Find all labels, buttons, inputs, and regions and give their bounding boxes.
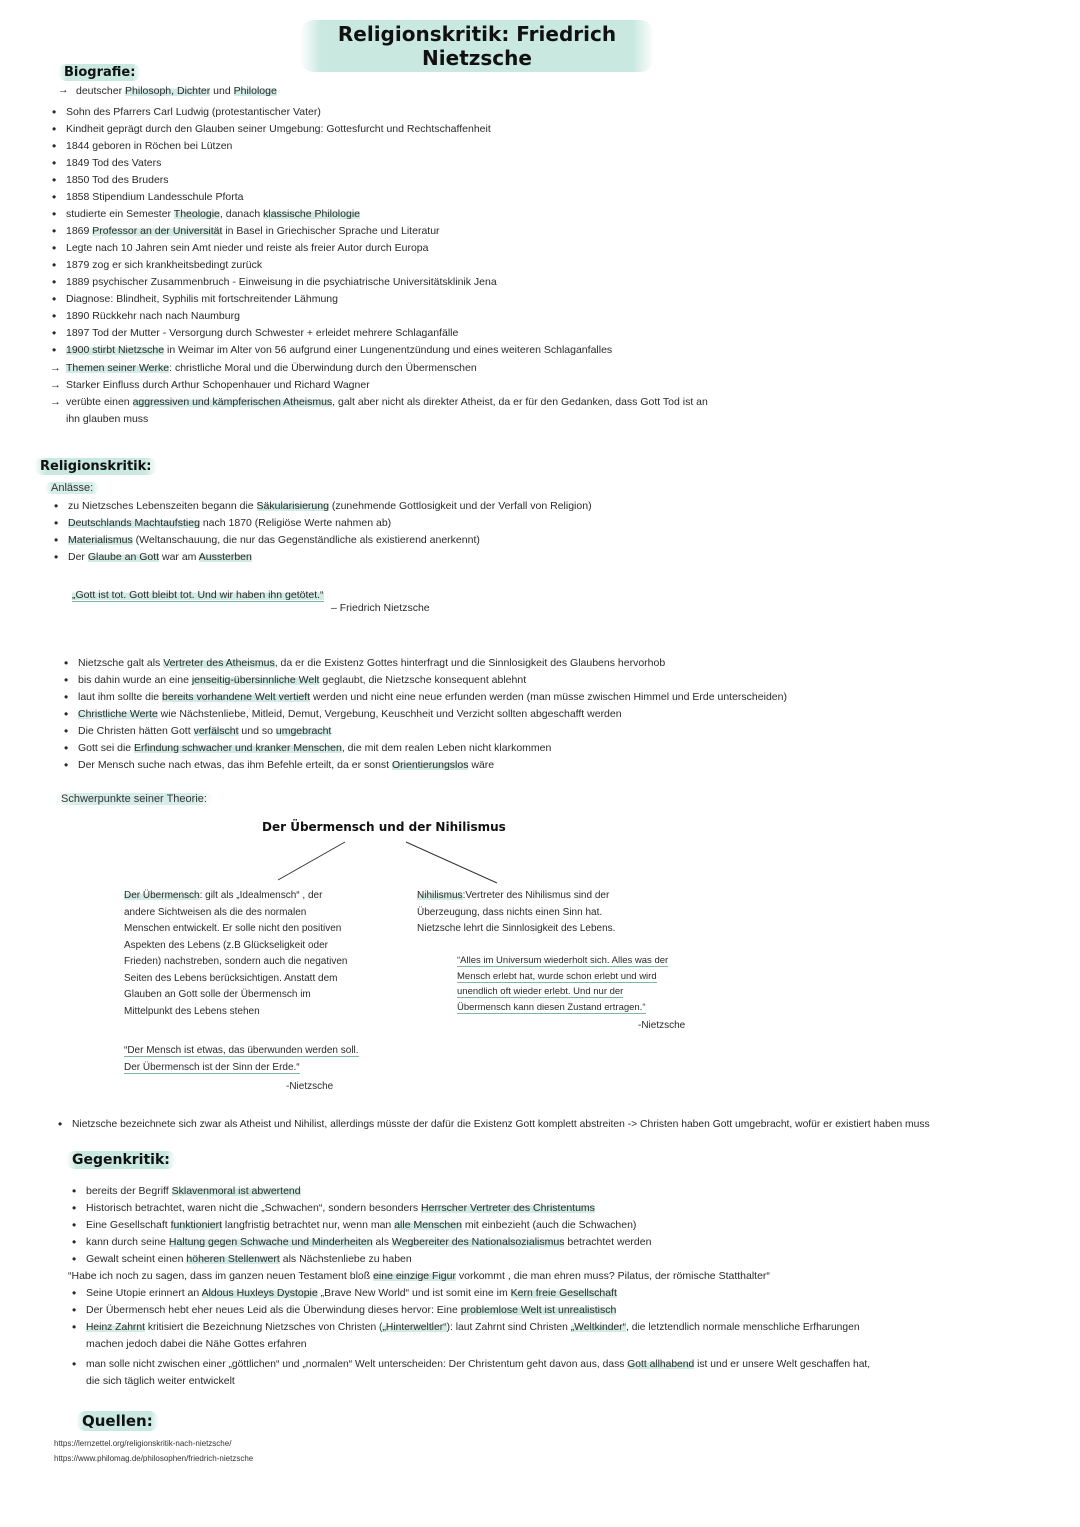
biografie-heading: Biografie: — [58, 64, 141, 81]
list-item: • 1897 Tod der Mutter - Versorgung durch Schwester + erleidet mehrere Schlaganfälle — [66, 325, 708, 342]
list-item: • Seine Utopie erinnert an Aldous Huxleys Dystopie „Brave New World“ und ist somit eine im Kern freie Gesellschaft — [86, 1285, 870, 1302]
nihilismus-box: Nihilismus:Vertreter des Nihilismus sind der Überzeugung, dass nichts einen Sinn hat. Nietzsche lehrt die Sinnlosigkeit des Lebens. — [417, 890, 616, 934]
list-item: • Diagnose: Blindheit, Syphilis mit fortschreitender Lähmung — [66, 291, 708, 308]
list-item: • Gewalt scheint einen höheren Stellenwert als Nächstenliebe zu haben — [86, 1251, 870, 1268]
list-item: • Materialismus (Weltanschauung, die nur das Gegenständliche als existierend anerkennt) — [68, 532, 592, 549]
page-title: Religionskritik: Friedrich Nietzsche — [300, 20, 654, 72]
list-item: • Sohn des Pfarrers Carl Ludwig (protestantischer Vater) — [66, 104, 708, 121]
list-item: • studierte ein Semester Theologie, danach klassische Philologie — [66, 206, 708, 223]
list-item: • 1869 Professor an der Universität in Basel in Griechischer Sprache und Literatur — [66, 223, 708, 240]
list-item: • laut ihm sollte die bereits vorhandene Welt vertieft werden und nicht eine neue erfunden werden (man müsse zwischen Himmel und Erde unterscheiden) — [78, 689, 787, 706]
list-item: • 1889 psychischer Zusammenbruch - Einweisung in die psychiatrische Universitätsklinik Jena — [66, 274, 708, 291]
list-item: • Der Glaube an Gott war am Aussterben — [68, 549, 592, 566]
list-item: → verübte einen aggressiven und kämpferischen Atheismus, galt aber nicht als direkter Atheist, da er für den Gedanken, dass Gott Tod ist an — [66, 394, 708, 411]
list-item: • 1879 zog er sich krankheitsbedingt zurück — [66, 257, 708, 274]
diagram-center-title: Der Übermensch und der Nihilismus — [262, 820, 506, 834]
list-item: • Historisch betrachtet, waren nicht die „Schwachen“, sondern besonders Herrscher Vertreter des Christentums — [86, 1200, 870, 1217]
biografie-intro: → deutscher Philosoph, Dichter und Philologe — [58, 84, 277, 97]
list-item: • kann durch seine Haltung gegen Schwache und Minderheiten als Wegbereiter des Nationalsozialismus betrachtet werden — [86, 1234, 870, 1251]
list-item: → Themen seiner Werke: christliche Moral und die Überwindung durch den Übermenschen — [66, 360, 708, 377]
source-link[interactable]: https://lernzettel.org/religionskritik-nach-nietzsche/ — [54, 1439, 232, 1448]
summary-point: • Nietzsche bezeichnete sich zwar als Atheist und Nihilist, allerdings müsste der dafür die Existenz Gott komplett abstreiten -> Christen haben Gott umgebracht, wofür er existiert haben muss — [72, 1116, 930, 1133]
list-item: • bereits der Begriff Sklavenmoral ist abwertend — [86, 1183, 870, 1200]
list-item: • Gott sei die Erfindung schwacher und kranker Menschen, die mit dem realen Leben nicht klarkommen — [78, 740, 787, 757]
quellen-heading: Quellen: — [76, 1411, 159, 1431]
list-item: • Deutschlands Machtaufstieg nach 1870 (Religiöse Werte nahmen ab) — [68, 515, 592, 532]
uebermensch-quote-author: -Nietzsche — [286, 1081, 334, 1092]
list-item: → Starker Einfluss durch Arthur Schopenhauer und Richard Wagner — [66, 377, 708, 394]
list-item-continuation: ihn glauben muss — [66, 413, 149, 425]
list-item: • man solle nicht zwischen einer „göttlichen“ und „normalen“ Welt unterscheiden: Der Christentum geht davon aus, dass Gott allhabend ist und er unsere Welt geschaffen hat, — [86, 1356, 870, 1373]
gott-ist-tot-quote: „Gott ist tot. Gott bleibt tot. Und wir haben ihn getötet.“ — [72, 589, 324, 601]
anlaesse-heading: Anlässe: — [45, 482, 99, 494]
uebermensch-quote: “Der Mensch ist etwas, das überwunden werden soll. Der Übermensch ist der Sinn der Erde.“ — [124, 1045, 359, 1073]
list-item: • Heinz Zahrnt kritisiert die Bezeichnung Nietzsches von Christen („Hinterweltler“): laut Zahrnt sind Christen „Weltkinder“, die letztendlich normale menschliche Erfharungen — [86, 1319, 870, 1336]
schwerpunkte-heading: Schwerpunkte seiner Theorie: — [55, 793, 213, 805]
connector-left-line — [278, 842, 345, 880]
list-item: • bis dahin wurde an eine jenseitig-übersinnliche Welt geglaubt, die Nietzsche konsequent ablehnt — [78, 672, 787, 689]
list-item: • 1850 Tod des Bruders — [66, 172, 708, 189]
list-item: • 1849 Tod des Vaters — [66, 155, 708, 172]
list-item: • Christliche Werte wie Nächstenliebe, Mitleid, Demut, Vergebung, Keuschheit und Verzicht sollten abgeschafft werden — [78, 706, 787, 723]
list-item: • Der Mensch suche nach etwas, das ihm Befehle erteilt, da er sonst Orientierungslos wäre — [78, 757, 787, 774]
list-item-continuation: machen jedoch dabei die Nähe Gottes erfahren — [86, 1338, 307, 1350]
source-link[interactable]: https://www.philomag.de/philosophen/friedrich-nietzsche — [54, 1454, 254, 1463]
list-item: • zu Nietzsches Lebenszeiten begann die Säkularisierung (zunehmende Gottlosigkeit und der Verfall von Religion) — [68, 498, 592, 515]
list-item: • Eine Gesellschaft funktioniert langfristig betrachtet nur, wenn man alle Menschen mit einbezieht (auch die Schwachen) — [86, 1217, 870, 1234]
list-item: • 1844 geboren in Röchen bei Lützen — [66, 138, 708, 155]
arrow-icon: → — [58, 84, 69, 96]
list-item-continuation: die sich täglich weiter entwickelt — [86, 1375, 235, 1387]
uebermensch-box: Der Übermensch: gilt als „Idealmensch“ , der andere Sichtweisen als die des normalen Menschen entwickelt. Er solle nicht den positiven Aspekten des Lebens (z.B Glückseligkeit oder Frieden) nachstreben, sondern auch die negativen Seiten des Lebens berücksichtigen. Anstatt dem Glauben an Gott solle der Übermensch im Mittelpunkt des Lebens stehen — [124, 890, 348, 1017]
nihilismus-quote-author: -Nietzsche — [638, 1020, 686, 1031]
connector-right-line — [406, 842, 497, 883]
list-item: • Nietzsche galt als Vertreter des Atheismus, da er die Existenz Gottes hinterfragt und die Sinnlosigkeit des Glaubens hervorhob — [78, 655, 787, 672]
list-item: • 1900 stirbt Nietzsche in Weimar im Alter von 56 aufgrund einer Lungenentzündung und eines weiteren Schlaganfalles — [66, 342, 708, 359]
list-item: • Kindheit geprägt durch den Glauben seiner Umgebung: Gottesfurcht und Rechtschaffenheit — [66, 121, 708, 138]
list-item: • 1890 Rückkehr nach nach Naumburg — [66, 308, 708, 325]
list-item: • Legte nach 10 Jahren sein Amt nieder und reiste als freier Autor durch Europa — [66, 240, 708, 257]
pilatus-quote: “Habe ich noch zu sagen, dass im ganzen neuen Testament bloß eine einzige Figur vorkommt , die man ehren muss? Pilatus, der römische Statthalter“ — [68, 1270, 770, 1282]
nihilismus-quote: “Alles im Universum wiederholt sich. Alles was der Mensch erlebt hat, wurde schon erlebt und wird unendlich oft wieder erlebt. Und nur der Übermensch kann diesen Zustand ertragen.“ — [457, 955, 669, 1013]
list-item: • 1858 Stipendium Landesschule Pforta — [66, 189, 708, 206]
gegenkritik-list — [68, 1183, 871, 1390]
list-item: • Die Christen hätten Gott verfälscht und so umgebracht — [78, 723, 787, 740]
religionskritik-heading: Religionskritik: — [34, 458, 157, 475]
list-item: • Der Übermensch hebt eher neues Leid als die Überwindung dieses hervor: Eine problemlose Welt ist unrealistisch — [86, 1302, 870, 1319]
gegenkritik-heading: Gegenkritik: — [66, 1151, 176, 1169]
quote-author: – Friedrich Nietzsche — [331, 602, 430, 614]
